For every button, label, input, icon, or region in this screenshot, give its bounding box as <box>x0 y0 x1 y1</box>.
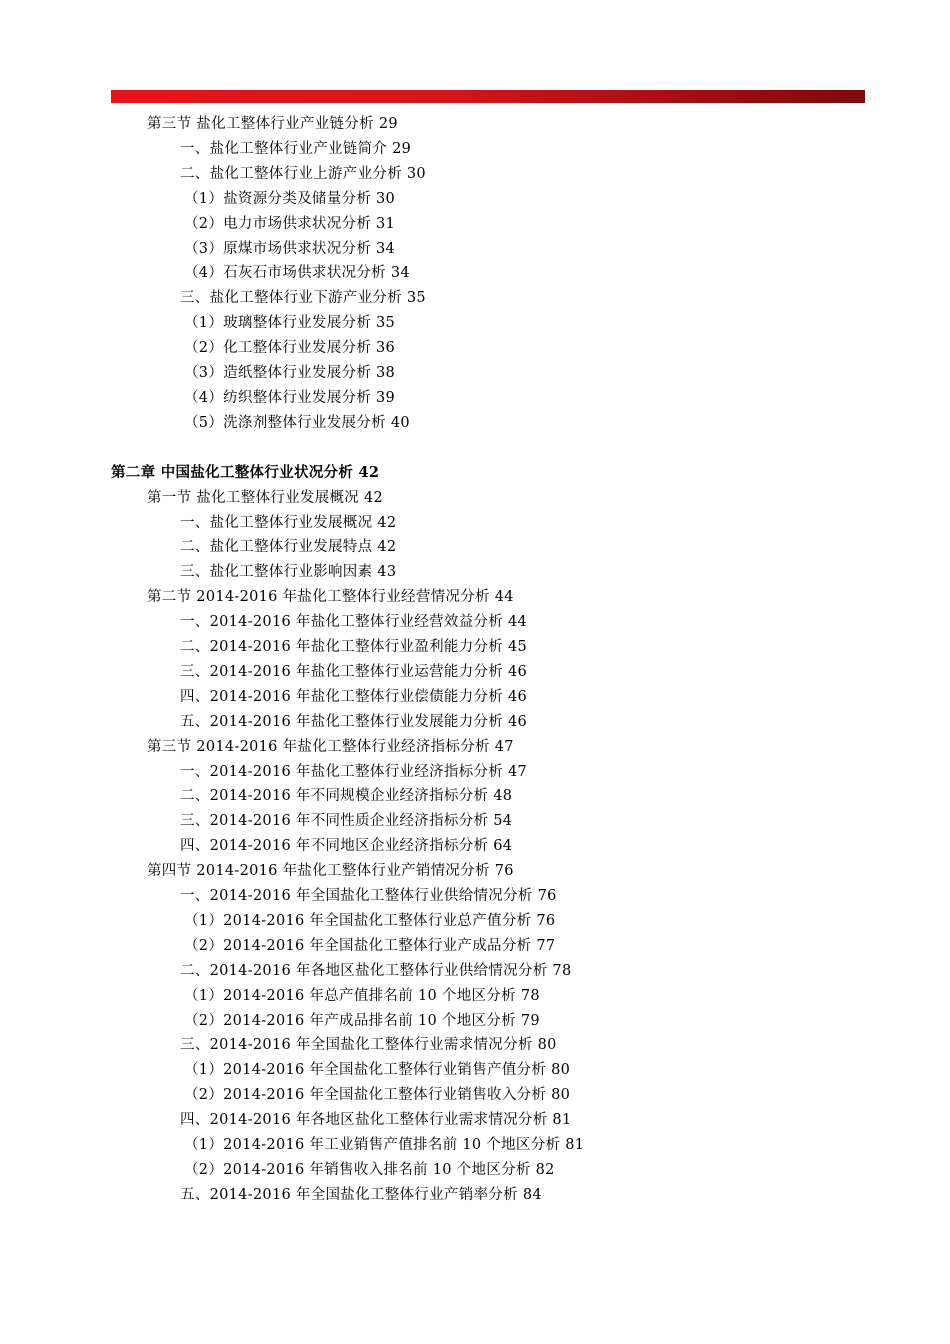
toc-entry-item: 二、2014-2016 年不同规模企业经济指标分析 48 <box>180 788 513 805</box>
toc-entry-item: 一、盐化工整体行业发展概况 42 <box>180 514 397 531</box>
header-rule-bar <box>111 90 865 103</box>
toc-entry-sub: （2）电力市场供求状况分析 31 <box>184 215 396 232</box>
toc-entry-section: 第四节 2014-2016 年盐化工整体行业产销情况分析 76 <box>147 863 514 880</box>
toc-entry-item: 二、2014-2016 年各地区盐化工整体行业供给情况分析 78 <box>180 962 572 979</box>
toc-entry-item: 三、2014-2016 年盐化工整体行业运营能力分析 46 <box>180 663 528 680</box>
toc-entry-item: 五、2014-2016 年盐化工整体行业发展能力分析 46 <box>180 713 528 730</box>
toc-entry-sub: （1）2014-2016 年全国盐化工整体行业总产值分析 76 <box>184 912 556 929</box>
toc-entry-item: 五、2014-2016 年全国盐化工整体行业产销率分析 84 <box>180 1186 542 1203</box>
toc-entry-sub: （2）2014-2016 年全国盐化工整体行业产成品分析 77 <box>184 937 556 954</box>
toc-entry-sub: （1）2014-2016 年工业销售产值排名前 10 个地区分析 81 <box>184 1137 585 1153</box>
toc-entry-item: 一、2014-2016 年全国盐化工整体行业供给情况分析 76 <box>180 888 557 904</box>
toc-entry-sub: （1）盐资源分类及储量分析 30 <box>184 190 396 207</box>
toc-entry-sub: （2）2014-2016 年全国盐化工整体行业销售收入分析 80 <box>184 1087 571 1104</box>
toc-entry-sub: （4）石灰石市场供求状况分析 34 <box>184 265 410 282</box>
toc-entry-sub: （4）纺织整体行业发展分析 39 <box>184 389 396 406</box>
toc-entry-item: 二、盐化工整体行业发展特点 42 <box>180 539 397 556</box>
toc-entry-sub: （2）化工整体行业发展分析 36 <box>184 340 396 357</box>
toc-entry-item: 四、2014-2016 年盐化工整体行业偿债能力分析 46 <box>180 688 528 705</box>
toc-entry-item: 一、2014-2016 年盐化工整体行业经营效益分析 44 <box>180 614 528 631</box>
toc-entry-item: 二、2014-2016 年盐化工整体行业盈利能力分析 45 <box>180 639 528 655</box>
toc-entry-chapter: 第二章 中国盐化工整体行业状况分析 42 <box>111 463 380 481</box>
toc-entry-item: 三、盐化工整体行业影响因素 43 <box>180 564 397 581</box>
toc-entry-section: 第三节 2014-2016 年盐化工整体行业经济指标分析 47 <box>147 738 514 755</box>
toc-entry-section: 第二节 2014-2016 年盐化工整体行业经营情况分析 44 <box>147 589 514 606</box>
toc-entry-item: 四、2014-2016 年各地区盐化工整体行业需求情况分析 81 <box>180 1112 572 1129</box>
toc-entry-item: 二、盐化工整体行业上游产业分析 30 <box>180 165 426 182</box>
toc-entry-section: 第三节 盐化工整体行业产业链分析 29 <box>147 116 398 132</box>
toc-entry-sub: （1）2014-2016 年全国盐化工整体行业销售产值分析 80 <box>184 1062 571 1079</box>
toc-entry-item: 三、2014-2016 年不同性质企业经济指标分析 54 <box>180 813 513 830</box>
toc-entry-item: 一、盐化工整体行业产业链简介 29 <box>180 140 412 157</box>
toc-entry-section: 第一节 盐化工整体行业发展概况 42 <box>147 489 384 506</box>
toc-entry-sub: （1）2014-2016 年总产值排名前 10 个地区分析 78 <box>184 987 540 1004</box>
toc-entry-sub: （2）2014-2016 年产成品排名前 10 个地区分析 79 <box>184 1012 540 1029</box>
toc-entry-item: 四、2014-2016 年不同地区企业经济指标分析 64 <box>180 838 513 855</box>
toc-entry-sub: （2）2014-2016 年销售收入排名前 10 个地区分析 82 <box>184 1161 555 1178</box>
toc-entry-item: 三、盐化工整体行业下游产业分析 35 <box>180 290 426 307</box>
toc-entry-sub: （3）造纸整体行业发展分析 38 <box>184 365 396 381</box>
toc-entry-item: 一、2014-2016 年盐化工整体行业经济指标分析 47 <box>180 763 528 780</box>
toc-entry-sub: （1）玻璃整体行业发展分析 35 <box>184 315 396 332</box>
toc-entry-sub: （3）原煤市场供求状况分析 34 <box>184 240 396 257</box>
toc-entry-sub: （5）洗涤剂整体行业发展分析 40 <box>184 414 410 431</box>
toc-entry-item: 三、2014-2016 年全国盐化工整体行业需求情况分析 80 <box>180 1037 557 1054</box>
